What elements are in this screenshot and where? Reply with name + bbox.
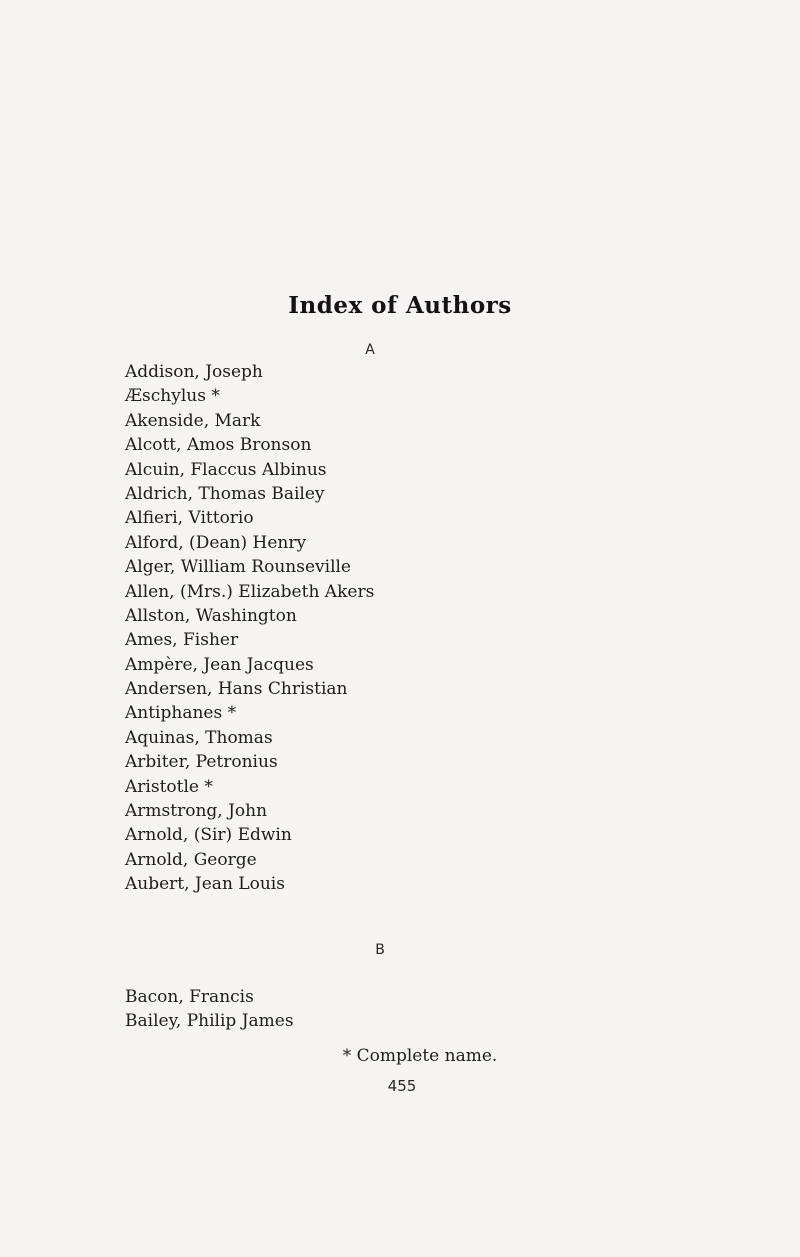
list-item: Ames, Fisher bbox=[125, 630, 239, 651]
footnote: * Complete name. bbox=[342, 1046, 498, 1066]
list-item: Akenside, Mark bbox=[125, 410, 261, 431]
list-item: Allen, (Mrs.) Elizabeth Akers bbox=[125, 581, 375, 602]
list-item: Ampère, Jean Jacques bbox=[125, 654, 314, 675]
list-item: Bacon, Francis bbox=[125, 987, 254, 1007]
list-item: Andersen, Hans Christian bbox=[125, 679, 348, 700]
list-item: Allston, Washington bbox=[125, 605, 297, 626]
list-item: Addison, Joseph bbox=[125, 362, 263, 382]
list-item: Æschylus * bbox=[125, 386, 220, 407]
page-title: Index of Authors bbox=[288, 292, 512, 319]
list-item: Alford, (Dean) Henry bbox=[125, 532, 307, 553]
list-item: Aldrich, Thomas Bailey bbox=[125, 483, 325, 504]
author-list-a bbox=[125, 360, 374, 897]
list-item: Arnold, George bbox=[125, 849, 257, 870]
list-item: Aubert, Jean Louis bbox=[125, 874, 285, 895]
list-item: Alger, William Rounseville bbox=[125, 557, 351, 578]
page-number: 455 bbox=[387, 1077, 417, 1095]
list-item: Alcott, Amos Bronson bbox=[125, 435, 312, 456]
list-item: Arbiter, Petronius bbox=[125, 752, 278, 773]
list-item: Bailey, Philip James bbox=[125, 1011, 294, 1032]
section-letter-a: A bbox=[365, 342, 375, 358]
list-item: Aquinas, Thomas bbox=[125, 727, 273, 748]
list-item: Aristotle * bbox=[125, 776, 213, 797]
list-item: Arnold, (Sir) Edwin bbox=[125, 825, 292, 846]
section-letter-b: B bbox=[375, 942, 385, 958]
author-list-b bbox=[125, 985, 294, 1034]
list-item: Alcuin, Flaccus Albinus bbox=[125, 459, 327, 480]
list-item: Alfieri, Vittorio bbox=[125, 508, 254, 529]
list-item: Armstrong, John bbox=[125, 801, 268, 822]
list-item: Antiphanes * bbox=[125, 703, 237, 724]
